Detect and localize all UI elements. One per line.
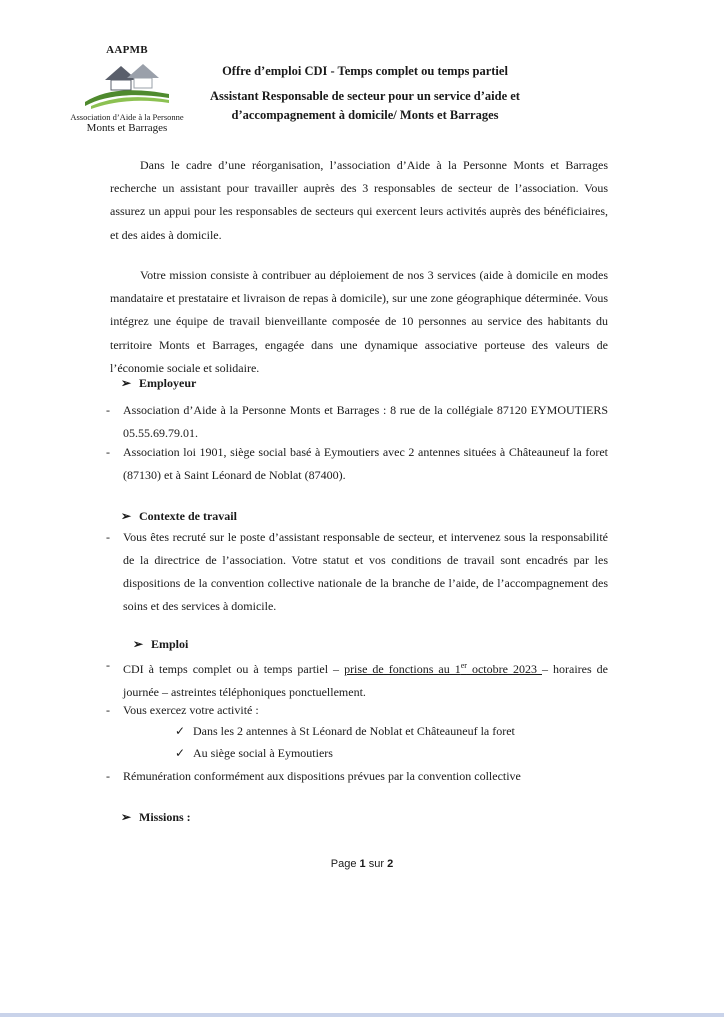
houses-logo-icon <box>77 58 177 110</box>
offer-title: Offre d’emploi CDI - Temps complet ou temps partiel <box>222 64 508 78</box>
start-date-superscript: er <box>460 661 467 670</box>
intro-paragraph-1 <box>110 154 608 247</box>
arrow-bullet-icon: ➢ <box>133 637 144 651</box>
employeur-item-status <box>106 441 608 487</box>
position-title-line1: Assistant Responsable de secteur pour un service d’aide et <box>210 89 520 103</box>
contract-type: CDI à temps complet ou à temps partiel – <box>123 662 345 676</box>
employeur-item-address <box>106 399 608 445</box>
activity-location-2-text: Au siège social à Eymoutiers <box>193 746 333 760</box>
page-word: Page <box>330 858 357 870</box>
start-date-part2: octobre 2023 <box>466 662 542 676</box>
activity-location-2 <box>175 743 333 763</box>
contexte-item-text: Vous êtes recruté sur le poste d’assistant responsable de secteur, et intervenez sous la responsabilité de la directrice de l’association. Votre statut et vos conditions de travail sont encadrés par les dispositions de la convention collective nationale de la branche de l’aide, de l’accompagnement des soins et des services à domicile. <box>123 530 608 613</box>
emploi-item-activity <box>106 699 608 722</box>
emploi-item-remuneration-text: Rémunération conformément aux dispositions prévues par la convention collective <box>123 769 521 783</box>
employeur-item-status-text: Association loi 1901, siège social basé à Eymoutiers avec 2 antennes situées à Châteauneuf la foret (87130) et à Saint Léonard de Noblat (87400). <box>123 445 608 482</box>
intro-paragraph-2 <box>110 264 608 380</box>
section-missions-label: Missions : <box>139 810 191 824</box>
section-emploi-label: Emploi <box>151 637 189 651</box>
logo-name-line2: Monts et Barrages <box>86 122 168 134</box>
logo-abbreviation: AAPMB <box>106 44 148 56</box>
section-employeur-title <box>121 376 196 391</box>
dash-bullet: - <box>106 703 110 717</box>
start-date <box>344 662 542 676</box>
intro-paragraph-2-text: Votre mission consiste à contribuer au déploiement de nos 3 services (aide à domicile en modes mandataire et prestataire et livraison de repas à domicile), sur une zone géographique déterminée. Vous intégrez une équipe de travail bienveillante composée de 10 personnes au service des habitants du territoire Monts et Barrages, engagée dans une dynamique associative porteuse des valeurs de l’économie sociale et solidaire. <box>110 268 608 375</box>
emploi-item-contract-text <box>123 654 608 704</box>
dash-bullet: - <box>106 403 110 417</box>
emploi-item-contract <box>106 654 608 704</box>
activity-location-1 <box>175 721 515 741</box>
arrow-bullet-icon: ➢ <box>121 376 132 390</box>
start-date-part1: prise de fonctions au 1 <box>344 662 461 676</box>
of-word: sur <box>368 858 385 870</box>
intro-paragraph-1-text: Dans le cadre d’une réorganisation, l’association d’Aide à la Personne Monts et Barrages recherche un assistant pour travailler auprès des 3 responsables de secteur de l’association. Vous assurez un appui pour les responsables de secteurs qui exercent leurs activités auprès des bénéficiaires, et des aides à domicile. <box>110 158 608 242</box>
checkmark-icon: ✓ <box>175 724 186 738</box>
section-emploi-title <box>133 637 188 652</box>
contexte-item <box>106 526 608 618</box>
logo <box>62 44 192 134</box>
bottom-divider <box>0 1013 724 1017</box>
logo-name-line1: Association d’Aide à la Personne <box>70 112 184 122</box>
employeur-item-address-text: Association d’Aide à la Personne Monts et Barrages : 8 rue de la collégiale 87120 EYMOUTIERS 05.55.69.79.01. <box>123 403 608 440</box>
page-number: 1 <box>359 858 366 870</box>
dash-bullet: - <box>106 530 110 544</box>
checkmark-icon: ✓ <box>175 746 186 760</box>
section-missions-title <box>121 810 191 825</box>
section-employeur-label: Employeur <box>139 376 197 390</box>
arrow-bullet-icon: ➢ <box>121 509 132 523</box>
dash-bullet: - <box>106 445 110 459</box>
dash-bullet: - <box>106 658 110 672</box>
arrow-bullet-icon: ➢ <box>121 810 132 824</box>
document-header <box>190 62 540 125</box>
work-hours: – horaires de journée – astreintes téléphoniques ponctuellement. <box>123 662 608 699</box>
section-contexte-label: Contexte de travail <box>139 509 237 523</box>
activity-location-1-text: Dans les 2 antennes à St Léonard de Noblat et Châteauneuf la foret <box>193 724 515 738</box>
page-footer <box>0 858 724 870</box>
emploi-item-activity-text: Vous exercez votre activité : <box>123 703 259 717</box>
section-contexte-title <box>121 509 237 524</box>
page-total: 2 <box>387 858 394 870</box>
position-title-line2: d’accompagnement à domicile/ Monts et Barrages <box>231 108 499 122</box>
dash-bullet: - <box>106 769 110 783</box>
emploi-item-remuneration <box>106 765 608 788</box>
